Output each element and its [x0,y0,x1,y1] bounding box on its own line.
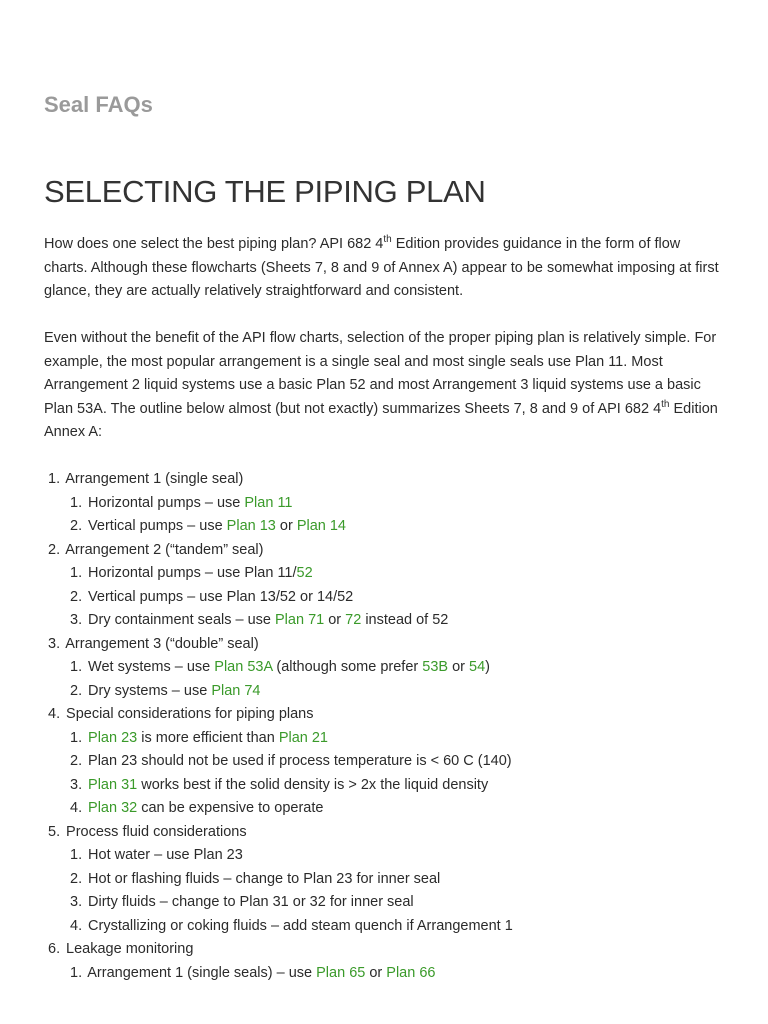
intro-text: Even without the benefit of the API flow charts, selection of the proper piping plan is relatively simple. For example, the most popular arrangement is a single seal and most single seals use Plan 11. Most Arrangement 2 liquid systems use a basic Plan 52 and most Arrangement 3 liquid systems use a basic Plan 53A. The outline below almost (but not exactly) summarizes Sheets 7, 8 and 9 of API 682 4 [44,330,717,417]
list-text: Arrangement 1 (single seals) – use [87,964,317,981]
list-text: works best if the solid density is > 2x the liquid density [137,776,489,793]
list-text: Horizontal pumps – use [88,494,245,511]
page-title: SELECTING THE PIPING PLAN [44,174,486,209]
list-text: Dirty fluids – change to Plan 31 or 32 for inner seal [88,894,414,910]
outline-item [44,938,724,985]
sub-list [48,562,724,633]
link-plan-32[interactable]: Plan 32 [88,800,138,816]
outline-item-label: Arrangement 1 (single seal) [65,471,244,487]
outline-item-label: Arrangement 3 (“double” seal) [65,635,259,652]
list-number: 1. [48,471,61,487]
list-item [48,868,724,892]
list-number: 5. [48,823,61,840]
intro-paragraph-2 [44,327,724,445]
sub-list [48,962,724,986]
list-number: 6. [48,941,61,957]
intro-paragraph-1 [44,233,724,304]
outline-item-label: Leakage monitoring [66,941,194,957]
list-item [48,962,724,986]
list-number: 1. [70,565,83,581]
list-item [48,656,724,680]
list-item [48,915,724,939]
link-plan-53b[interactable]: 53B [422,659,449,675]
sub-list [48,727,724,821]
outline-item [44,633,724,704]
list-number: 2. [70,588,83,605]
outline-item [44,703,724,821]
list-text: or [365,964,387,981]
list-number: 3. [70,894,83,910]
list-number: 1. [70,659,83,675]
list-text: (although some prefer [272,659,423,675]
list-item [48,891,724,915]
intro-text: How does one select the best piping plan? API 682 4 [44,236,384,252]
outline-item-label: Process fluid considerations [66,823,247,840]
list-number: 2. [48,541,61,558]
outline-item-label: Arrangement 2 (“tandem” seal) [65,541,264,558]
outline-item [44,468,724,539]
list-number: 1. [70,729,83,746]
list-number: 2. [70,870,83,887]
list-number: 2. [70,682,83,699]
list-item [48,515,724,539]
link-plan-13[interactable]: Plan 13 [226,518,276,534]
list-item [48,774,724,798]
list-text: Vertical pumps – use Plan 13/52 or 14/52 [88,588,354,605]
superscript: th [383,234,392,245]
list-number: 4. [48,706,61,722]
list-item [48,727,724,751]
list-number: 4. [70,917,83,934]
link-plan-66[interactable]: Plan 66 [386,964,436,981]
sub-list [48,656,724,703]
list-text: Hot or flashing fluids – change to Plan 23 for inner seal [88,870,441,887]
link-plan-54[interactable]: 54 [469,659,486,675]
list-item [48,797,724,821]
list-text: Crystallizing or coking fluids – add steam quench if Arrangement 1 [88,917,513,934]
list-text: Horizontal pumps – use Plan 11/ [88,565,297,581]
list-text: Hot water – use Plan 23 [88,847,243,863]
list-item [48,750,724,774]
link-plan-14[interactable]: Plan 14 [296,518,346,534]
link-plan-53a[interactable]: Plan 53A [214,659,273,675]
list-text: Dry containment seals – use [88,612,276,628]
outline-list [44,468,724,985]
list-number: 2. [70,753,83,769]
list-text: or [448,659,470,675]
list-item [48,492,724,516]
list-text: Plan 23 should not be used if process temperature is < 60 C (140) [88,753,512,769]
list-number: 1. [70,964,83,981]
list-number: 3. [48,635,61,652]
list-item [48,562,724,586]
list-number: 1. [70,494,83,511]
list-item [48,609,724,633]
list-number: 4. [70,800,83,816]
list-text: ) [485,659,491,675]
intro-text: Edition Annex A: [44,400,718,440]
list-text: or [275,518,297,534]
sub-list [48,492,724,539]
list-item [48,680,724,704]
list-number: 1. [70,847,83,863]
list-text: is more efficient than [137,729,279,746]
list-text: or [324,612,346,628]
link-plan-21[interactable]: Plan 21 [278,729,328,746]
list-text: instead of 52 [361,612,449,628]
list-number: 2. [70,518,83,534]
superscript: th [661,398,670,410]
link-plan-74[interactable]: Plan 74 [211,682,261,699]
link-plan-72[interactable]: 72 [345,612,362,628]
outline-item [44,539,724,633]
link-plan-31[interactable]: Plan 31 [88,776,138,793]
link-plan-23[interactable]: Plan 23 [88,729,138,746]
list-number: 3. [70,612,83,628]
link-plan-65[interactable]: Plan 65 [316,964,366,981]
link-plan-52[interactable]: 52 [296,565,313,581]
outline-item-label: Special considerations for piping plans [66,706,314,722]
list-item [48,586,724,610]
link-plan-11[interactable]: Plan 11 [244,494,293,511]
link-plan-71[interactable]: Plan 71 [275,612,325,628]
list-number: 3. [70,776,83,793]
outline-item [44,821,724,939]
list-item [48,844,724,868]
list-text: Dry systems – use [88,682,212,699]
sub-list [48,844,724,938]
section-label: Seal FAQs [44,92,153,117]
list-text: can be expensive to operate [137,800,324,816]
intro-text: Edition provides guidance in the form of flow charts. Although these flowcharts (Sheets 7, 8 and 9 of Annex A) appear to be somewhat imposing at first glance, they are actually relatively straightforward and consistent. [44,236,719,299]
list-text: Vertical pumps – use [88,518,227,534]
article-body [44,233,724,985]
list-text: Wet systems – use [88,659,215,675]
